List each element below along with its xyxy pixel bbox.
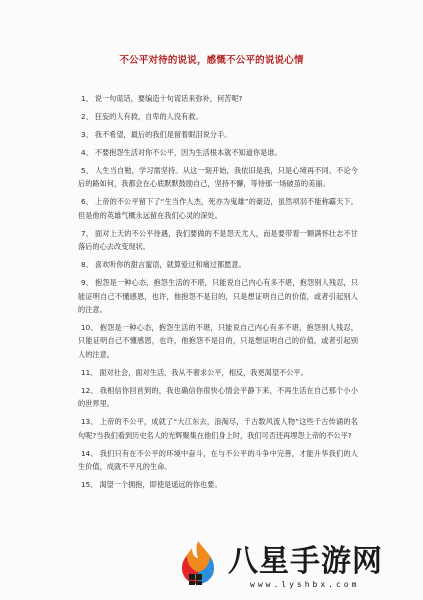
- item-text: 说一句谎话，要编造十句谎话来弥补，何苦呢?: [94, 94, 243, 103]
- list-item: [78, 92, 358, 105]
- list-item: [78, 276, 358, 316]
- item-number: 9、: [81, 278, 94, 288]
- item-text: 喜欢听你的甜言蜜语，就算爱过和痛过都愿意。: [94, 260, 246, 270]
- item-text: 上帝的不公平留下了“生当作人杰，死亦为鬼雄”的豪迈，虽然项羽不能称霸天下，但是他的英雄气概永远留在我们心灵的深处。: [78, 197, 358, 220]
- list-item: [78, 384, 358, 411]
- item-number: 11、: [81, 367, 98, 377]
- list-item: [78, 164, 358, 191]
- item-text: 抱怨是一种心态，抱怨生活的不堪，只能说自己内心有多不堪，抱怨别人残忍，只能证明自己不懂感恩，也许，他抱怨不是目的，只是想证明自己的价值，或者引起别人的注意。: [78, 323, 358, 359]
- item-number: 10、: [81, 323, 98, 333]
- item-text: 抱怨是一种心态，抱怨生活的不堪，只能说自己内心有多不堪，抱怨别人残忍，只能证明自己不懂感恩，也许，他抱怨不是目的，只是想证明自己的价值，或者引起别人的注意。: [78, 278, 358, 315]
- list-item: [78, 195, 358, 222]
- item-number: 8、: [81, 260, 93, 270]
- item-text: 我们只有在不公平的环境中奋斗，在与不公平的斗争中完善，才能升华我们的人生价值，成就不平凡的生命。: [78, 448, 358, 472]
- item-number: 4、: [81, 148, 93, 157]
- site-watermark: [168, 530, 423, 600]
- list-item: [78, 128, 358, 141]
- item-text: 面对上天的不公平待遇，我们要做的不是怨天尤人，而是要带着一颗满怀壮志不甘落后的心去改变现状。: [78, 228, 358, 252]
- item-text: 狂妄的人有救，自卑的人没有救。: [94, 112, 203, 121]
- watermark-brand-text: 八星手游网: [228, 544, 383, 579]
- item-text: 人生当自勉，学习需坚持。从这一刻开始，我依旧是我，只是心境再不同。不论今后的路如何，我都会在心底默默鼓励自己，坚持不懈，等待那一场破茧的美丽。: [78, 166, 358, 189]
- list-item: [78, 146, 358, 159]
- list-item: [78, 415, 358, 442]
- item-number: 3、: [81, 130, 93, 139]
- item-text: 我相信你回首到的，我也确信你很快心情会平静下来，不再生活在自己那个小小的世界里。: [78, 385, 358, 409]
- quote-list: [78, 92, 358, 496]
- item-number: 14、: [81, 448, 98, 458]
- list-item: [78, 110, 358, 123]
- item-number: 12、: [81, 385, 98, 395]
- item-number: 13、: [81, 417, 98, 427]
- watermark-url: www.lyshbx.com: [250, 580, 360, 589]
- item-text: 上帝的不公平，成就了“大江东去，浪淘尽，千古数风流人物”这些千古传诵的名句呢?当我们看到历史名人的光辉聚集在他们身上时，我们可否还再埋怨上帝的不公平?: [78, 417, 358, 440]
- item-text: 我不希望，最后的我们是留着眼泪说分手。: [94, 130, 232, 139]
- item-text: 不要抱怨生活对你不公平，因为生活根本就不知道你是谁。: [94, 148, 282, 157]
- item-text: 面对社会，面对生活，我从不奢求公平，相反，我更渴望不公平。: [99, 367, 308, 377]
- page-title: 不公平对待的说说，感慨不公平的说说心情: [119, 55, 304, 66]
- list-item: [78, 227, 358, 254]
- item-number: 2、: [81, 112, 93, 121]
- item-number: 6、: [81, 197, 93, 207]
- list-item: [78, 258, 358, 271]
- item-text: 渴望一个拥抱，即使是遥远的你也要。: [99, 480, 222, 490]
- colorful-flame-logo-icon: [174, 538, 222, 586]
- list-item: [78, 447, 358, 474]
- item-number: 1、: [81, 94, 93, 103]
- list-item: [78, 478, 358, 491]
- item-number: 5、: [81, 166, 94, 175]
- item-number: 7、: [81, 228, 94, 238]
- item-number: 15、: [81, 480, 98, 490]
- list-item: [78, 366, 358, 379]
- list-item: [78, 321, 358, 361]
